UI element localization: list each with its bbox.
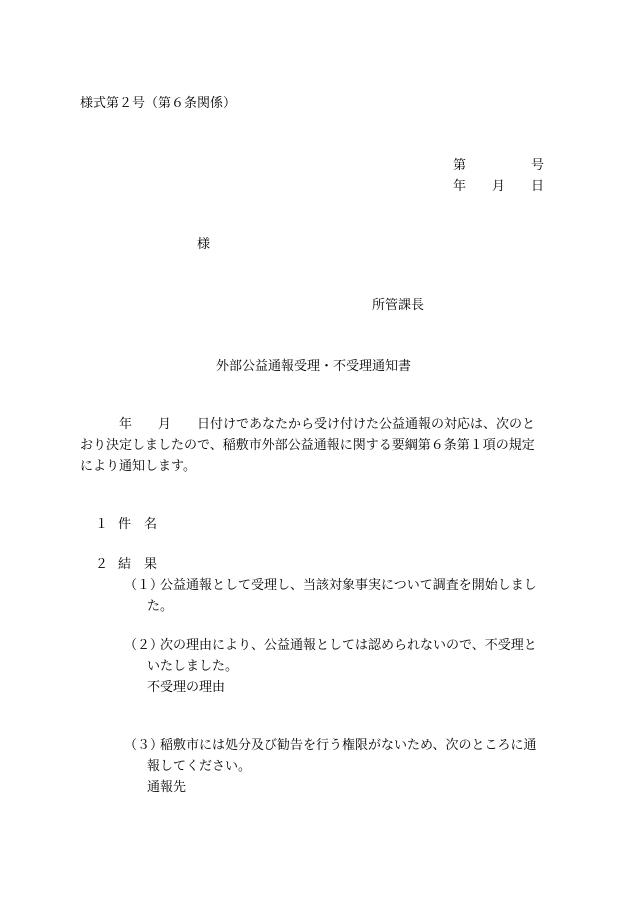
section-1-number: １ — [95, 517, 109, 532]
sender-title: 所管課長 — [372, 298, 425, 313]
body-line-1: 年 月 日付けであなたから受け付けた公益通報の対応は、次のと — [80, 417, 536, 432]
form-label: 様式第２号（第６条関係） — [80, 96, 237, 111]
option-1-line-2: た。 — [147, 599, 174, 614]
body-line-3: により通知します。 — [80, 459, 196, 474]
option-2-number: （２） — [124, 638, 164, 653]
option-1-number: （１） — [124, 578, 164, 593]
addressee-honorific: 様 — [197, 237, 211, 252]
section-1-label: 件 名 — [118, 517, 158, 532]
section-2-label: 結 果 — [118, 557, 158, 572]
option-3-number: （３） — [124, 738, 164, 753]
option-3-line-1: 稲敷市には処分及び勧告を行う権限がないため、次のところに通 — [160, 738, 537, 753]
option-2-subheading: 不受理の理由 — [147, 680, 226, 695]
document-date: 年 月 日 — [453, 179, 545, 194]
option-3-line-2: 報してください。 — [147, 759, 252, 774]
document-number: 第 号 — [453, 158, 545, 173]
body-line-2: おり決定しましたので、稲敷市外部公益通報に関する要綱第６条第１項の規定 — [80, 438, 535, 453]
document-title: 外部公益通報受理・不受理通知書 — [216, 359, 412, 374]
option-2-line-1: 次の理由により、公益通報としては認められないので、不受理と — [160, 638, 537, 653]
option-1-line-1: 公益通報として受理し、当該対象事実について調査を開始しまし — [160, 578, 537, 593]
option-3-subheading: 通報先 — [147, 780, 187, 795]
section-2-number: ２ — [95, 557, 109, 572]
option-2-line-2: いたしました。 — [147, 659, 239, 674]
